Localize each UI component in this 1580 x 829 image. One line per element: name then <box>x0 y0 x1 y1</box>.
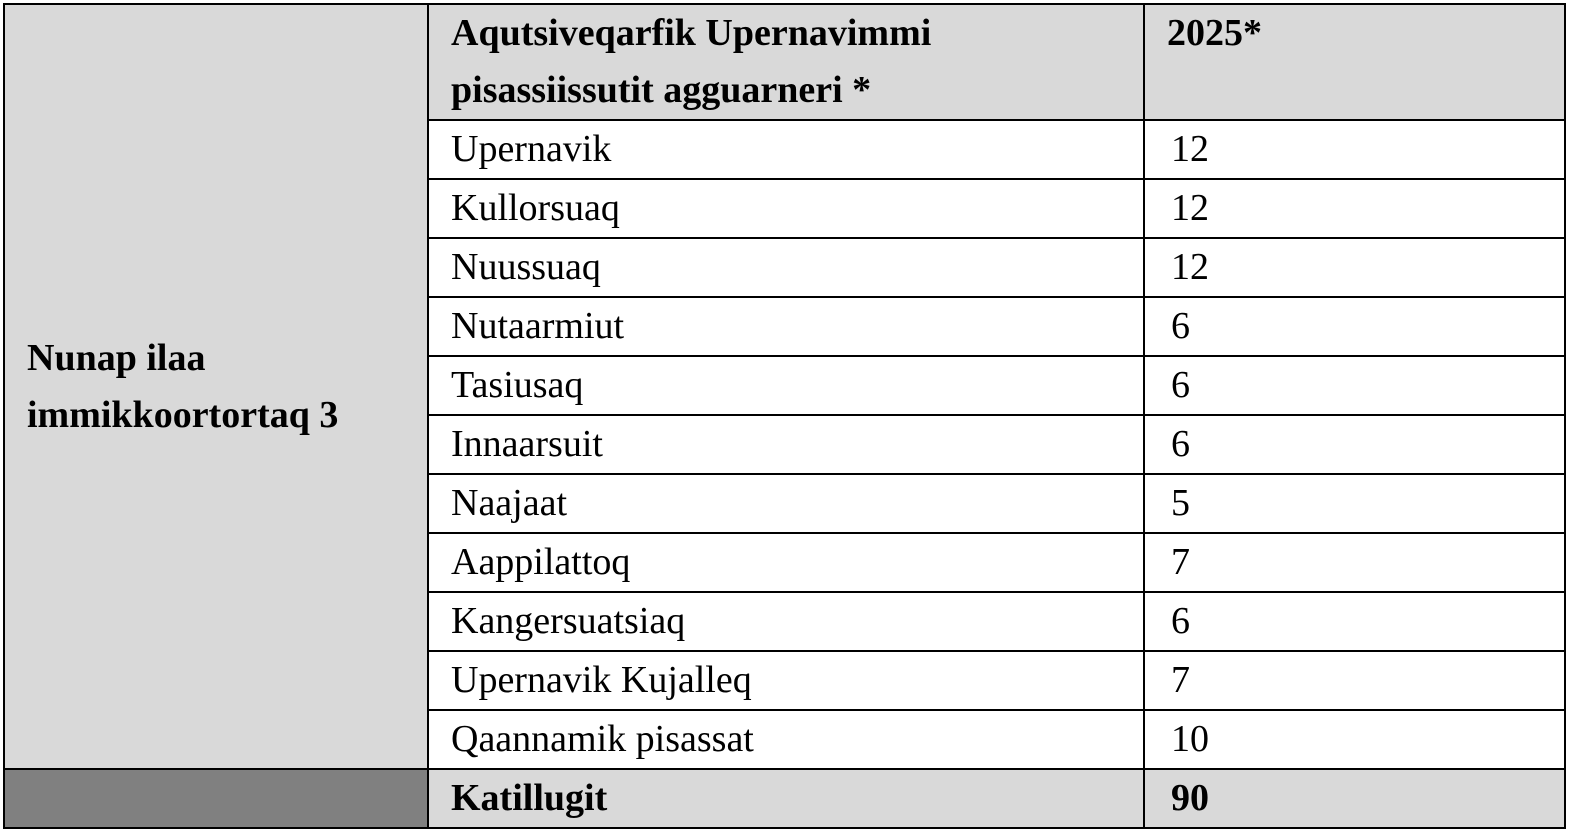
row-name: Naajaat <box>428 474 1144 533</box>
header-row <box>4 4 1565 120</box>
header-name-cell <box>428 4 1144 120</box>
header-name-label: Aqutsiveqarfik Upernavimmi pisassiissutit agguarneri * <box>451 12 932 111</box>
quota-table <box>3 3 1566 829</box>
row-value: 6 <box>1144 356 1565 415</box>
row-value: 10 <box>1144 710 1565 769</box>
total-blank-cell <box>4 769 428 828</box>
row-value: 12 <box>1144 179 1565 238</box>
total-row <box>4 769 1565 828</box>
row-name: Nuussuaq <box>428 238 1144 297</box>
row-name: Qaannamik pisassat <box>428 710 1144 769</box>
row-value: 7 <box>1144 533 1565 592</box>
region-cell <box>4 4 428 769</box>
row-name: Upernavik <box>428 120 1144 179</box>
total-label: Katillugit <box>428 769 1144 828</box>
row-name: Tasiusaq <box>428 356 1144 415</box>
total-value: 90 <box>1144 769 1565 828</box>
row-value: 6 <box>1144 592 1565 651</box>
row-name: Upernavik Kujalleq <box>428 651 1144 710</box>
row-value: 5 <box>1144 474 1565 533</box>
row-value: 6 <box>1144 415 1565 474</box>
header-value-cell <box>1144 4 1565 120</box>
row-value: 7 <box>1144 651 1565 710</box>
row-name: Innaarsuit <box>428 415 1144 474</box>
row-name: Kullorsuaq <box>428 179 1144 238</box>
region-label: Nunap ilaa immikkoortortaq 3 <box>27 336 339 436</box>
row-value: 6 <box>1144 297 1565 356</box>
row-value: 12 <box>1144 120 1565 179</box>
row-name: Aappilattoq <box>428 533 1144 592</box>
row-name: Nutaarmiut <box>428 297 1144 356</box>
header-value-label: 2025* <box>1167 12 1262 54</box>
row-value: 12 <box>1144 238 1565 297</box>
row-name: Kangersuatsiaq <box>428 592 1144 651</box>
